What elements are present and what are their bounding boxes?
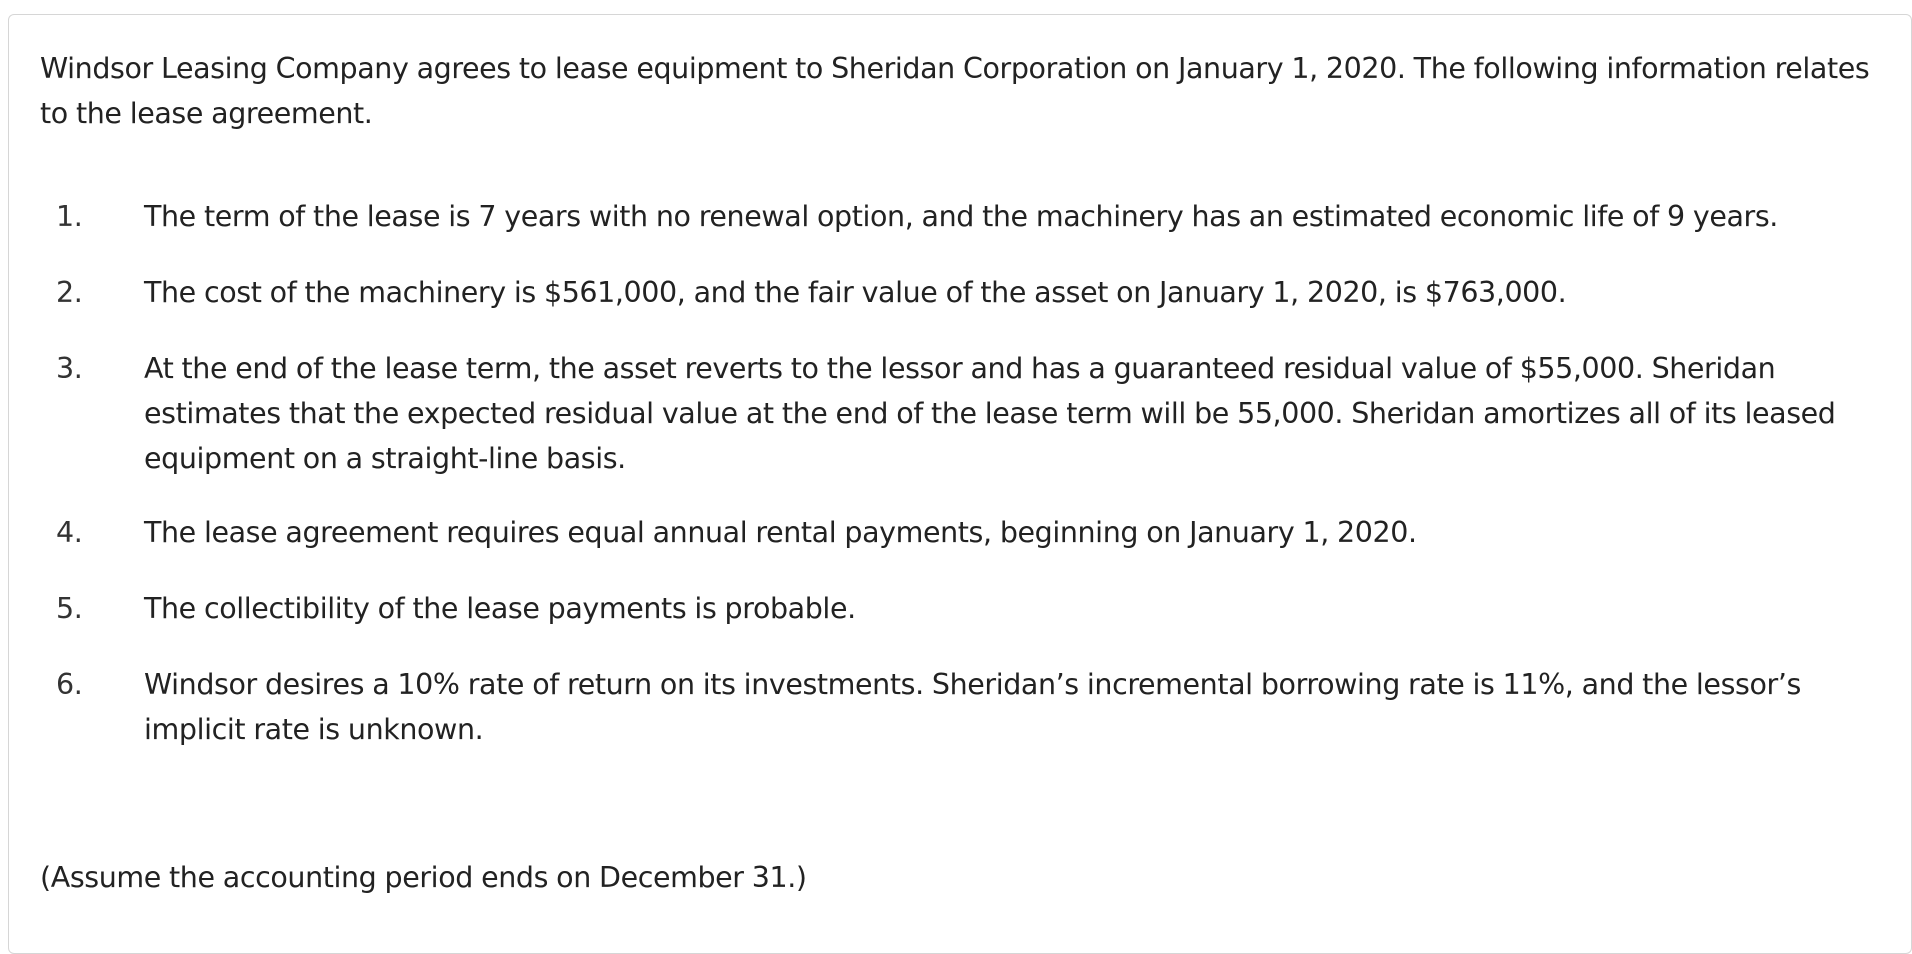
list-item-text: The collectibility of the lease payments is probable. [144, 592, 856, 625]
list-item-number: 1. [56, 200, 83, 233]
list-item-number: 6. [56, 668, 83, 701]
assumption-note: (Assume the accounting period ends on December 31.) [40, 861, 807, 894]
list-item-number: 4. [56, 516, 83, 549]
list-item-text: Windsor desires a 10% rate of return on its investments. Sheridan’s incremental borrowing rate is 11%, and the lessor’s implicit rate is unknown. [144, 668, 1801, 746]
list-item-number: 5. [56, 592, 83, 625]
list-item-text: At the end of the lease term, the asset reverts to the lessor and has a guaranteed residual value of $55,000. Sheridan estimates that the expected residual value at the end of the lease term will be 55,000. Sheridan amortizes all of its leased equipment on a straight-line basis. [144, 352, 1836, 475]
list-item-text: The term of the lease is 7 years with no renewal option, and the machinery has an estimated economic life of 9 years. [144, 200, 1778, 233]
list-item-text: The lease agreement requires equal annual rental payments, beginning on January 1, 2020. [144, 516, 1417, 549]
intro-paragraph: Windsor Leasing Company agrees to lease equipment to Sheridan Corporation on January 1, 2020. The following information relates to the lease agreement. [40, 52, 1870, 130]
list-item-number: 3. [56, 352, 83, 385]
list-item-number: 2. [56, 276, 83, 309]
question-card [8, 14, 1912, 954]
list-item-text: The cost of the machinery is $561,000, and the fair value of the asset on January 1, 2020, is $763,000. [144, 276, 1567, 309]
